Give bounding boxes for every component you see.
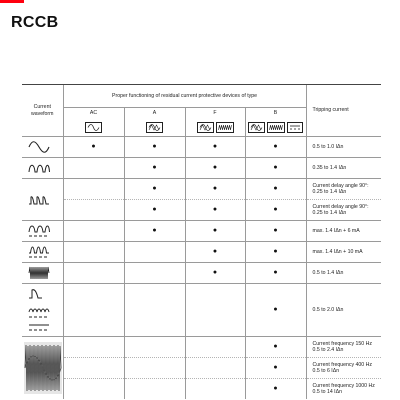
dot-cell (63, 200, 124, 221)
dot-cell (185, 137, 245, 158)
tripping-cell: 0.5 to 1.4 IΔn (306, 263, 381, 284)
support-dot: ● (273, 163, 278, 171)
smooth-dc-group-icon (28, 286, 54, 334)
brand-accent-bar (0, 0, 24, 3)
support-dot: ● (91, 142, 96, 150)
waveform-cell (22, 284, 63, 337)
waveform-cell (22, 179, 63, 221)
dot-cell (185, 158, 245, 179)
waveform-column-header: Current waveform (22, 85, 63, 137)
support-dot: ● (212, 163, 218, 171)
dot-cell (245, 137, 306, 158)
waveform-cell (22, 242, 63, 263)
support-dot: ● (273, 342, 278, 350)
table-row (22, 379, 381, 400)
support-dot: ● (273, 384, 278, 392)
tripping-column-header: Tripping current (306, 85, 381, 137)
dot-cell (63, 263, 124, 284)
ac-pulsating-symbol-icon (146, 122, 163, 133)
dot-cell (124, 179, 185, 200)
tripping-cell: 0.5 to 2.0 IΔn (306, 284, 381, 337)
tripping-cell: 0.35 to 1.4 IΔn (306, 158, 381, 179)
dot-cell (245, 284, 306, 337)
dot-cell (124, 158, 185, 179)
dot-cell (63, 221, 124, 242)
dot-cell (124, 263, 185, 284)
tripping-cell: max. 1.4 IΔn + 6 mA (306, 221, 381, 242)
dot-cell (63, 358, 124, 379)
tripping-cell: Current frequency 150 Hz 0.5 to 2.4 IΔn (306, 337, 381, 358)
type-symbol-a (124, 118, 185, 137)
ac-pulsating-symbol-icon (197, 122, 214, 133)
support-dot: ● (273, 142, 278, 150)
smooth-dc-symbol-icon (287, 122, 303, 133)
tripping-cell: Current frequency 400 Hz 0.5 to 6 IΔn (306, 358, 381, 379)
phase-angle-pulse-icon (28, 194, 50, 206)
type-symbol-ac (63, 118, 124, 137)
tripping-cell: Current delay angle 90°: 0.25 to 1.4 IΔn (306, 200, 381, 221)
dot-cell (63, 284, 124, 337)
dot-cell (124, 200, 185, 221)
dot-cell (63, 379, 124, 400)
dot-cell (124, 358, 185, 379)
dot-cell (185, 284, 245, 337)
table-row (22, 358, 381, 379)
dot-cell (245, 337, 306, 358)
dot-cell (124, 137, 185, 158)
dot-cell (245, 379, 306, 400)
dot-cell (245, 242, 306, 263)
pulsating-dc-6ma-icon (28, 224, 50, 238)
support-dot: ● (273, 268, 278, 276)
dot-cell (63, 158, 124, 179)
table-row (22, 179, 381, 200)
support-dot: ● (212, 205, 218, 213)
support-dot: ● (152, 205, 157, 213)
dot-cell (185, 221, 245, 242)
support-dot: ● (273, 205, 278, 213)
table-row (22, 263, 381, 284)
dot-cell (245, 358, 306, 379)
dot-cell (63, 242, 124, 263)
support-dot: ● (152, 142, 157, 150)
ac-pulsating-symbol-icon (248, 122, 265, 133)
type-symbol-f (185, 118, 245, 137)
table-row (22, 137, 381, 158)
dot-cell (245, 158, 306, 179)
high-frequency-wave-icon (24, 342, 62, 394)
dot-cell (63, 337, 124, 358)
support-dot: ● (212, 268, 218, 276)
table-row (22, 158, 381, 179)
waveform-cell (22, 158, 63, 179)
multi-frequency-symbol-icon (216, 122, 234, 133)
table-row (22, 200, 381, 221)
dot-cell (63, 179, 124, 200)
dot-cell (185, 379, 245, 400)
dot-cell (124, 337, 185, 358)
dot-cell (124, 221, 185, 242)
type-label-f: F (185, 108, 245, 119)
support-dot: ● (212, 247, 218, 255)
dot-cell (124, 379, 185, 400)
waveform-cell (22, 337, 63, 400)
tripping-cell: Current delay angle 90°: 0.25 to 1.4 IΔn (306, 179, 381, 200)
support-dot: ● (152, 184, 157, 192)
dot-cell (185, 242, 245, 263)
support-dot: ● (152, 226, 157, 234)
type-symbol-b (245, 118, 306, 137)
waveform-cell (22, 263, 63, 284)
dot-cell (245, 200, 306, 221)
type-label-b: B (245, 108, 306, 119)
dot-cell (124, 284, 185, 337)
dot-cell (63, 137, 124, 158)
dot-cell (185, 200, 245, 221)
support-dot: ● (273, 305, 278, 313)
table-row (22, 284, 381, 337)
support-dot: ● (273, 363, 278, 371)
multi-frequency-symbol-icon (267, 122, 285, 133)
support-dot: ● (152, 163, 157, 171)
ac-sine-symbol-icon (85, 122, 102, 133)
dot-cell (185, 358, 245, 379)
support-dot: ● (212, 184, 218, 192)
sine-wave-icon (28, 141, 50, 153)
dot-cell (185, 263, 245, 284)
dot-cell (245, 263, 306, 284)
table-row (22, 337, 381, 358)
waveform-cell (22, 221, 63, 242)
table-row (22, 242, 381, 263)
tripping-cell: max. 1.4 IΔn + 10 mA (306, 242, 381, 263)
support-dot: ● (273, 247, 278, 255)
type-label-ac: AC (63, 108, 124, 119)
dot-cell (185, 337, 245, 358)
pulsating-dc-10ma-icon (28, 245, 50, 259)
mixed-frequency-wave-icon (28, 266, 50, 280)
type-label-a: A (124, 108, 185, 119)
support-dot: ● (212, 142, 218, 150)
rccb-type-table (22, 84, 381, 399)
tripping-cell: Current frequency 1000 Hz 0.5 to 14 IΔn (306, 379, 381, 400)
tripping-cell: 0.5 to 1.0 IΔn (306, 137, 381, 158)
table-row (22, 221, 381, 242)
dot-cell (245, 221, 306, 242)
support-dot: ● (273, 226, 278, 234)
half-wave-pulsating-icon (28, 162, 50, 174)
dot-cell (185, 179, 245, 200)
support-dot: ● (212, 226, 218, 234)
page-title: RCCB (11, 14, 59, 31)
dot-cell (124, 242, 185, 263)
waveform-cell (22, 137, 63, 158)
dot-cell (245, 179, 306, 200)
rcd-function-header: Proper functioning of residual current protective devices of type (63, 85, 306, 108)
support-dot: ● (273, 184, 278, 192)
